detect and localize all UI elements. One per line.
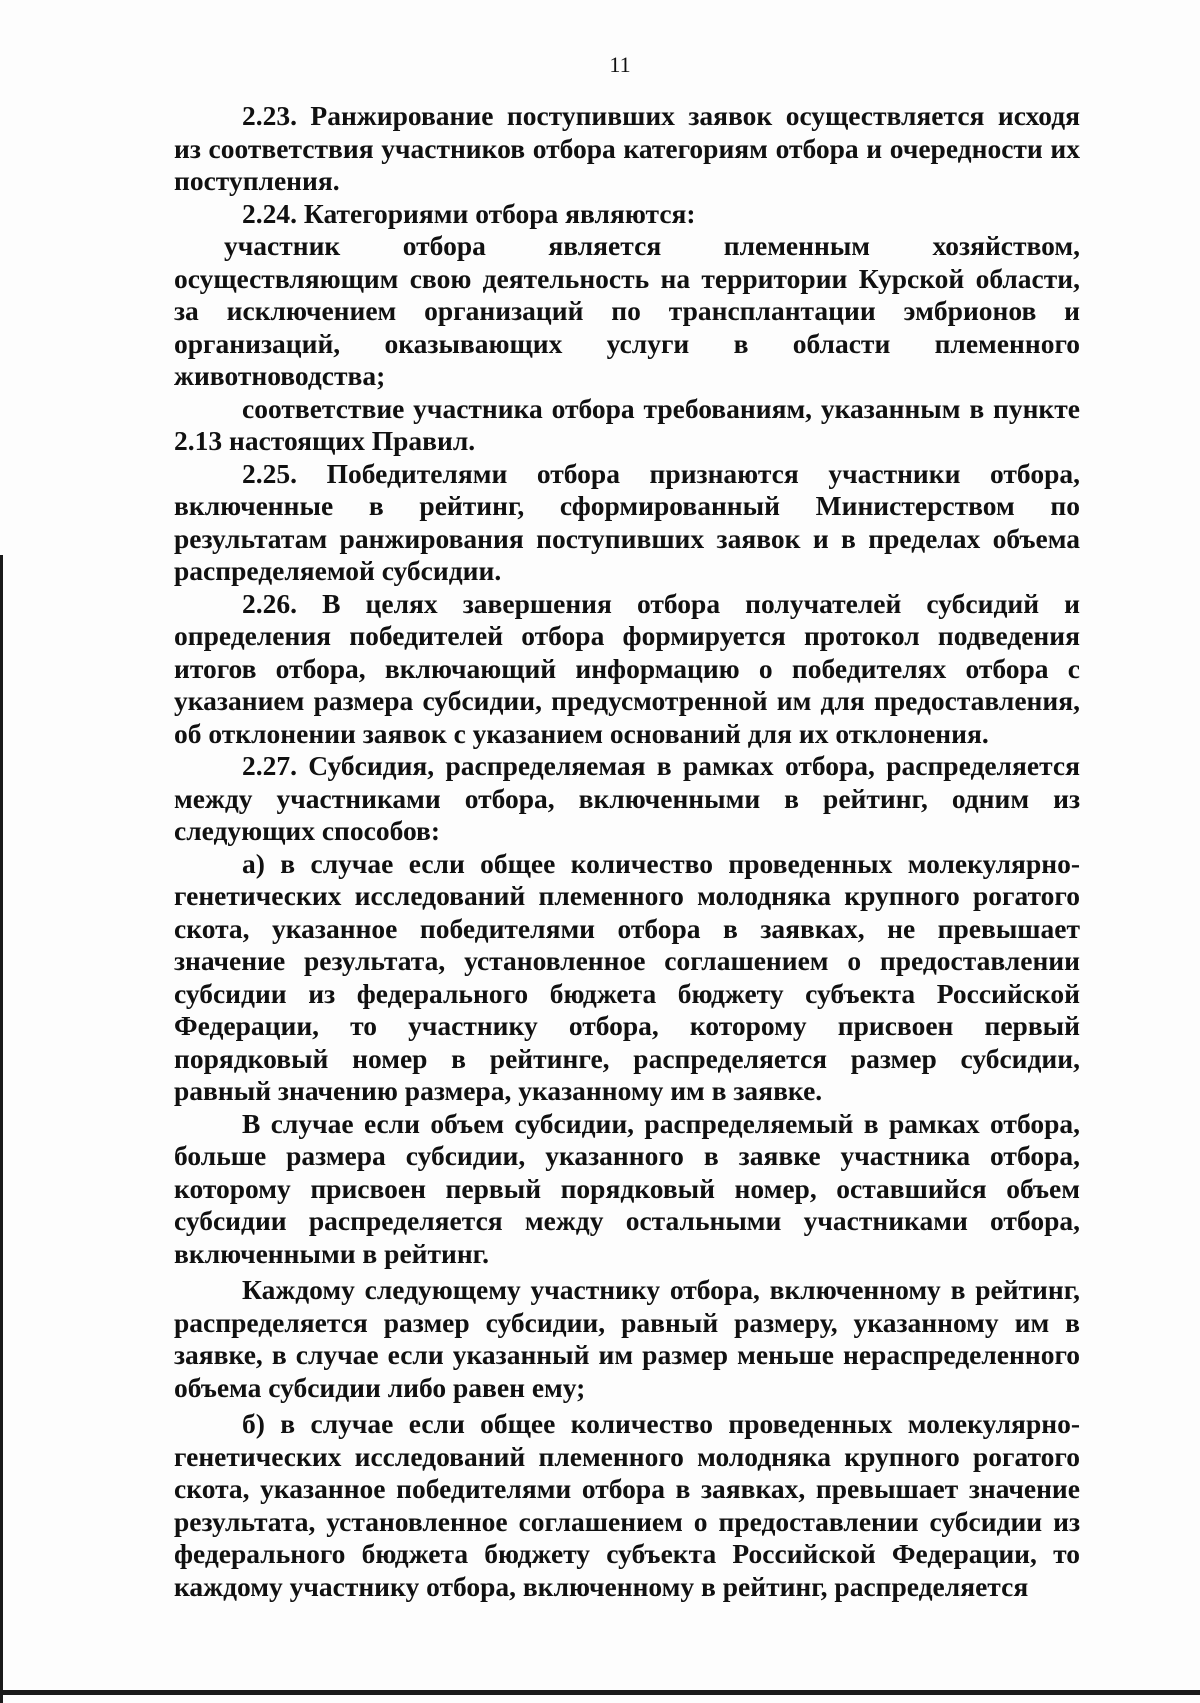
paragraph-each-next-participant: Каждому следующему участнику отбора, включенному в рейтинг, распределяется размер субсидии, равный размеру, указанному им в заявке, в случае если указанный им размер меньше нераспределенного объема субсидии либо равен ему; bbox=[174, 1274, 1080, 1403]
paragraph-2-26: 2.26. В целях завершения отбора получателей субсидий и определения победителей отбора формируется протокол подведения итогов отбора, включающий информацию о победителях отбора с указанием размера субсидии, предусмотренной им для предоставления, об отклонении заявок с указанием оснований для их отклонения. bbox=[174, 587, 1080, 749]
scan-edge-line-bottom bbox=[0, 1690, 1200, 1695]
paragraph-2-27-a: а) в случае если общее количество проведенных молекулярно-генетических исследований племенного молодняка крупного рогатого скота, указанное победителями отбора в заявках, не превышает значение результата, установленное соглашением о предоставлении субсидии из федерального бюджета бюджету субъекта Российской Федерации, то участнику отбора, которому присвоен первый порядковый номер в рейтинге, распределяется размер субсидии, равный значению размера, указанному им в заявке. bbox=[174, 847, 1080, 1106]
paragraph-remaining-volume: В случае если объем субсидии, распределяемый в рамках отбора, больше размера субсидии, указанного в заявке участника отбора, которому присвоен первый порядковый номер, оставшийся объем субсидии распределяется между остальными участниками отбора, включенными в рейтинг. bbox=[174, 1107, 1080, 1269]
document-body bbox=[174, 100, 1080, 1603]
paragraph-2-27-b: б) в случае если общее количество проведенных молекулярно-генетических исследований племенного молодняка крупного рогатого скота, указанное победителями отбора в заявках, превышает значение результата, установленное соглашением о предоставлении субсидии из федерального бюджета бюджету субъекта Российской Федерации, то каждому участнику отбора, включенному в рейтинг, распределяется bbox=[174, 1408, 1080, 1602]
paragraph-2-27: 2.27. Субсидия, распределяемая в рамках отбора, распределяется между участниками отбора, включенными в рейтинг, одним из следующих способов: bbox=[174, 750, 1080, 846]
scan-edge-line-left bbox=[0, 555, 3, 1703]
paragraph-2-23: 2.23. Ранжирование поступивших заявок осуществляется исходя из соответствия участников отбора категориям отбора и очередности их поступления. bbox=[174, 100, 1080, 196]
paragraph-2-24: 2.24. Категориями отбора являются: bbox=[242, 197, 696, 229]
paragraph-2-25: 2.25. Победителями отбора признаются участники отбора, включенные в рейтинг, сформированный Министерством по результатам ранжирования поступивших заявок и в пределах объема распределяемой субсидии. bbox=[174, 457, 1080, 586]
paragraph-category-requirements: соответствие участника отбора требованиям, указанным в пункте 2.13 настоящих Правил. bbox=[174, 392, 1080, 456]
paragraph-category-breeding-farm: участник отбора является племенным хозяйством, осуществляющим свою деятельность на территории Курской области, за исключением организаций по трансплантации эмбрионов и организаций, оказывающих услуги в области племенного животноводства; bbox=[174, 230, 1080, 391]
page-number: 11 bbox=[609, 52, 631, 77]
